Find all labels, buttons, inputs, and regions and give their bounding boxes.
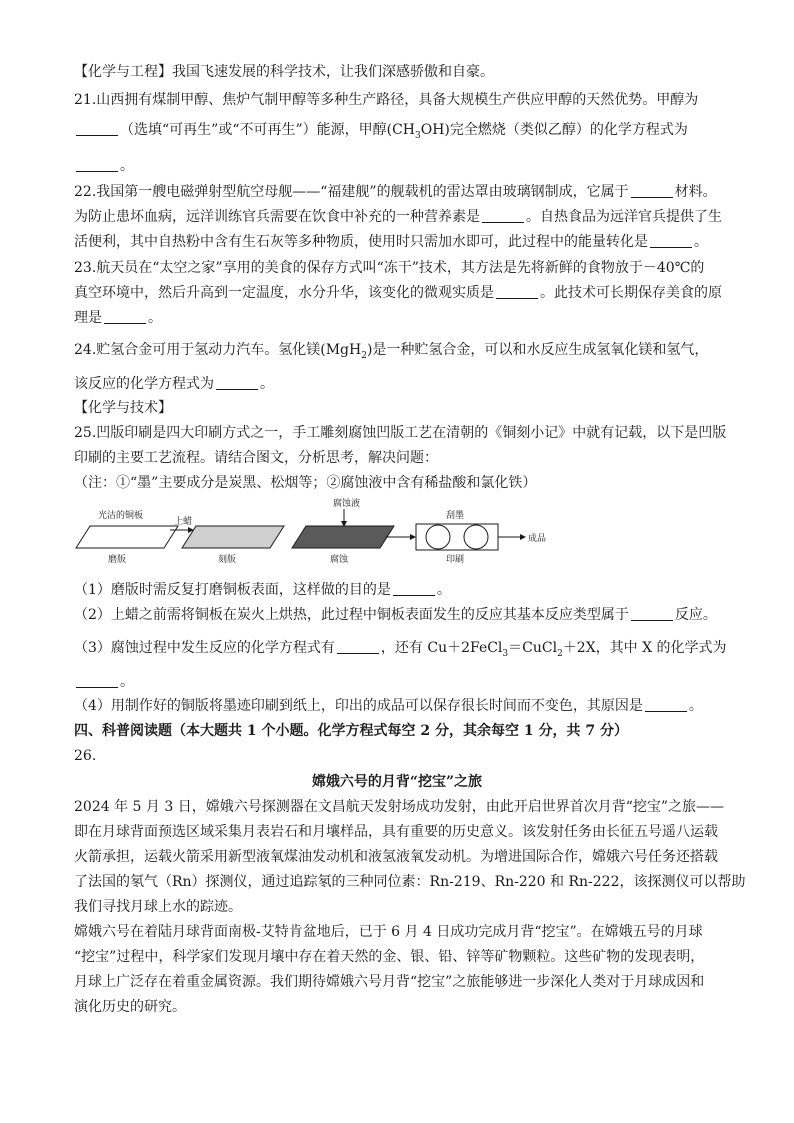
answer-blank[interactable] bbox=[650, 233, 692, 248]
answer-blank[interactable] bbox=[645, 697, 687, 712]
label-corrode: 腐蚀 bbox=[330, 555, 349, 565]
q25-sub-1: （1）磨版时需反复打磨铜板表面，这样做的目的是 。 bbox=[74, 582, 451, 598]
q22-line-3: 活便利，其中自热粉中含有生石灰等多种物质，使用时只需加水即可，此过程中的能量转化是 。 bbox=[74, 234, 708, 250]
section-header-technology: 【化学与技术】 bbox=[74, 400, 172, 416]
answer-blank[interactable] bbox=[76, 121, 118, 136]
label-engrave: 刻版 bbox=[218, 555, 237, 565]
q25-sub-4: （4）用制作好的铜版将墨迹印刷到纸上，印出的成品可以保存很长时间而不变色，其原因是 。 bbox=[74, 698, 703, 714]
answer-blank[interactable] bbox=[337, 639, 379, 654]
q21-line-2: （选填“可再生”或“不可再生”）能源，甲醇$(CH_3OH)$完全燃烧（类似乙醇）的化学方程式为 bbox=[74, 120, 688, 146]
q25-note: （注：①“墨”主要成分是炭黑、松烟等；②腐蚀液中含有稀盐酸和氯化铁） bbox=[74, 475, 537, 491]
answer-blank[interactable] bbox=[393, 581, 435, 596]
printing-process-diagram bbox=[70, 496, 570, 572]
arrow-head-2 bbox=[410, 534, 416, 540]
section-header-engineering: 【化学与工程】我国飞速发展的科学技术，让我们深感骄傲和自豪。 bbox=[74, 64, 494, 80]
label-print: 印刷 bbox=[446, 555, 465, 565]
plate-engraved-shape bbox=[182, 526, 284, 548]
article-p2-line: 月球上广泛存在着重金属资源。我们期待嫦娥六号月背“挖宝”之旅能够进一步深化人类对于月球成因和 bbox=[74, 974, 705, 990]
answer-blank[interactable] bbox=[496, 284, 538, 299]
q25-line-2: 印刷的主要工艺流程。请结合图文，分析思考，解决问题： bbox=[74, 450, 438, 466]
q25-sub-3: （3）腐蚀过程中发生反应的化学方程式有 ，还有 Cu＋2FeCl$_3$＝CuCl$_2$＋2X，其中 X 的化学式为 bbox=[74, 640, 727, 659]
answer-blank[interactable] bbox=[631, 606, 673, 621]
article-p2-line: 演化历史的研究。 bbox=[74, 999, 186, 1015]
q25-line-1: 25.凹版印刷是四大印刷方式之一，手工雕刻腐蚀凹版工艺在清朝的《铜刻小记》中就有记载，以下是凹版 bbox=[74, 425, 727, 441]
label-solution: 腐蚀液 bbox=[333, 499, 361, 509]
article-p2-line: “挖宝”过程中，科学家们发现月壤中存在着天然的金、银、铅、锌等矿物颗粒。这些矿物的发现表明， bbox=[74, 949, 705, 965]
roller-left bbox=[426, 525, 450, 549]
label-product: 成品 bbox=[528, 534, 547, 544]
q21-line-1: 21.山西拥有煤制甲醇、焦炉气制甲醇等多种生产路径，具备大规模生产供应甲醇的天然优势。甲醇为 bbox=[74, 92, 699, 108]
label-grind: 磨版 bbox=[108, 555, 127, 565]
label-ink: 刮墨 bbox=[446, 511, 465, 521]
q24-line-1: 24.贮氢合金可用于氢动力汽车。氢化镁(MgH$_2$)是一种贮氢合金，可以和水反应生成氢氧化镁和氢气， bbox=[74, 342, 709, 361]
q26-number: 26. bbox=[74, 748, 97, 764]
article-p1-line: 了法国的氡气（Rn）探测仪，通过追踪氡的三种同位素：Rn-219、Rn-220 和 Rn-222，该探测仪可以帮助 bbox=[74, 874, 746, 890]
arrow-head-3 bbox=[520, 534, 526, 540]
section-header-reading: 四、科普阅读题（本大题共 1 个小题。化学方程式每空 2 分，其余每空 1 分，共 7 分） bbox=[74, 723, 628, 739]
article-p1-line: 我们寻找月球上水的踪迹。 bbox=[74, 899, 242, 915]
answer-blank[interactable] bbox=[76, 673, 118, 688]
article-p1-line: 2024 年 5 月 3 日，嫦娥六号探测器在文昌航天发射场成功发射，由此开启世界首次月背“挖宝”之旅—— bbox=[74, 799, 725, 815]
answer-blank[interactable] bbox=[104, 309, 146, 324]
plate-polished-shape bbox=[76, 526, 178, 548]
q23-line-2: 真空环境中，然后升高到一定温度，水分升华，该变化的微观实质是 。此技术可长期保存美食的原 bbox=[74, 285, 722, 301]
article-p1-line: 即在月球背面预选区域采集月表岩石和月壤样品，具有重要的历史意义。该发射任务由长征五号遥八运载 bbox=[74, 824, 718, 840]
q25-sub-2: （2）上蜡之前需将铜板在炭火上烘热，此过程中铜板表面发生的反应其基本反应类型属于 反应。 bbox=[74, 607, 717, 623]
article-title: 嫦娥六号的月背“挖宝”之旅 bbox=[311, 774, 483, 790]
article-p2-line: 嫦娥六号在着陆月球背面南极-艾特肯盆地后，已于 6 月 4 日成功完成月背“挖宝”。在嫦娥五号的月球 bbox=[74, 924, 703, 940]
label-wax: 上蜡 bbox=[174, 517, 193, 527]
roller-right bbox=[464, 525, 488, 549]
q21-line-3: 。 bbox=[74, 156, 134, 176]
answer-blank[interactable] bbox=[482, 208, 524, 223]
label-plate: 光洁的铜板 bbox=[98, 511, 144, 521]
q23-line-1: 23.航天员在“太空之家”享用的美食的保存方式叫“冻干”技术，其方法是先将新鲜的食物放于－40℃的 bbox=[74, 260, 705, 276]
answer-blank[interactable] bbox=[76, 157, 118, 172]
article-p1-line: 火箭承担，运载火箭采用新型液氧煤油发动机和液氢液氧发动机。为增进国际合作，嫦娥六号任务还搭载 bbox=[74, 849, 718, 865]
q22-line-2: 为防止患坏血病，远洋训练官兵需要在饮食中补充的一种营养素是 。自热食品为远洋官兵提供了生 bbox=[74, 209, 722, 225]
q23-line-3: 理是 。 bbox=[74, 310, 162, 326]
q22-line-1: 22.我国第一艘电磁弹射型航空母舰——“福建舰”的舰载机的雷达罩由玻璃钢制成，它属于 材料。 bbox=[74, 184, 717, 200]
q25-sub-3-answer: 。 bbox=[74, 672, 134, 692]
plate-corroded-shape bbox=[292, 526, 394, 548]
answer-blank[interactable] bbox=[216, 375, 258, 390]
answer-blank[interactable] bbox=[631, 183, 673, 198]
q24-line-2: 该反应的化学方程式为 。 bbox=[74, 376, 274, 392]
